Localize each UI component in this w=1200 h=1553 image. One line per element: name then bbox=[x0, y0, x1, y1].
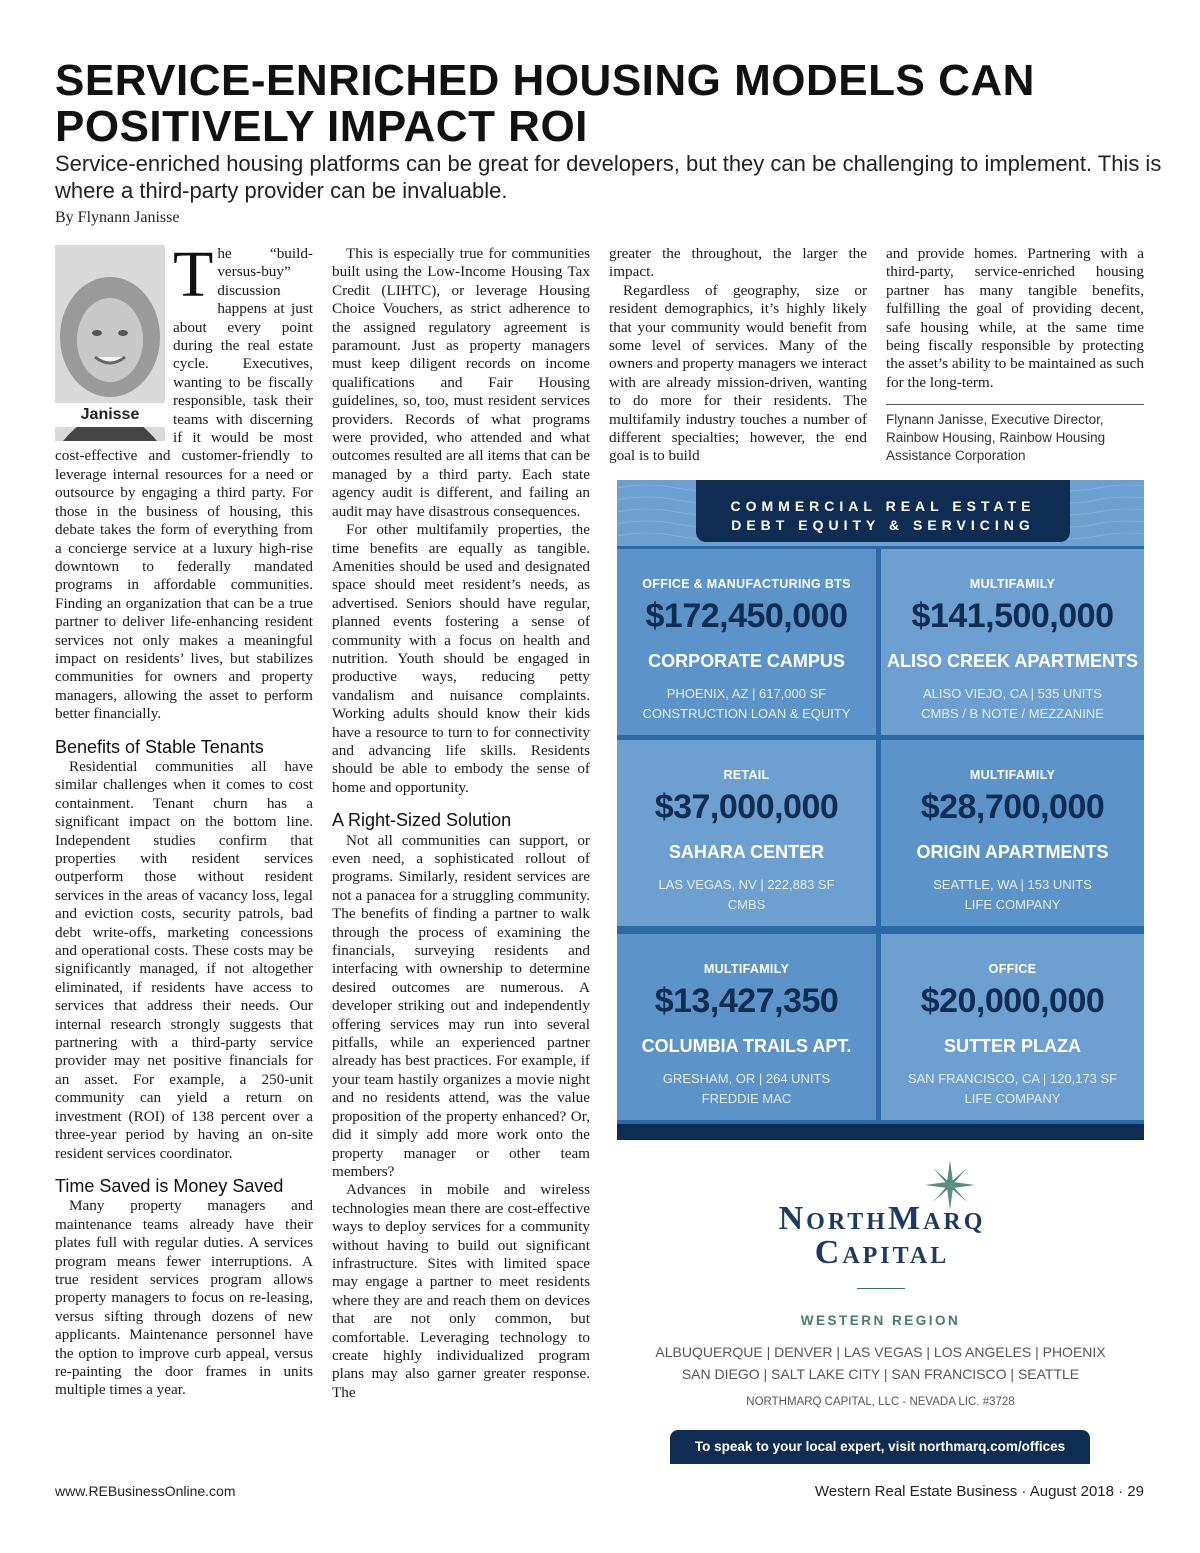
logo-capital: Capital bbox=[814, 1234, 950, 1271]
drop-cap: T bbox=[173, 238, 214, 311]
deal-amount: $28,700,000 bbox=[920, 788, 1105, 826]
deal-location: LAS VEGAS, NV | 222,883 SF bbox=[658, 877, 835, 892]
ad-header-pattern bbox=[617, 480, 1144, 546]
deal-location: SEATTLE, WA | 153 UNITS bbox=[933, 877, 1092, 892]
deal-location: ALISO VIEJO, CA | 535 UNITS bbox=[923, 686, 1102, 701]
deal-amount: $20,000,000 bbox=[920, 982, 1105, 1020]
paragraph: Not all communities can support, or even need, a sophisticated rollout of programs. Similarly, resident services are not a panacea for a struggling community. The benefits of finding a partner to walk through the process of examining the financials, surveying residents and interfacing with ownership to determine desired outcomes are numerous. A developer striking out and independently offering services may run into several pitfalls, while an experienced partner already has best practices. For example, if your team hastily organizes a movie night and no residents attend, was the value proposition of the property enhanced? Or, did it simply add more work onto the property manager or other team members? bbox=[332, 831, 590, 1180]
deal-name: ALISO CREEK APARTMENTS bbox=[886, 651, 1138, 671]
subheading-benefits: Benefits of Stable Tenants bbox=[55, 736, 264, 757]
article-column-2 bbox=[332, 245, 590, 1402]
paragraph: For other multifamily properties, the time benefits are equally as tangible. Amenities should be used and designated space should meet resident’s needs, as advertised. Seniors should have regular, planned events fostering a sense of community with a focus on health and nutrition. Youth should be engaged in productive ways, reducing petty vandalism and nuisance complaints. Working adults should know their kids have a resource to turn to for connectivity and advancing life skills. Residents should be able to embody the sense of home and opportunity. bbox=[332, 521, 590, 796]
deal-card bbox=[881, 934, 1144, 1120]
logo-divider bbox=[857, 1288, 905, 1289]
deal-category: RETAIL bbox=[723, 768, 770, 782]
ad-bottom-bar bbox=[617, 1124, 1144, 1140]
deal-detail: LIFE COMPANY bbox=[964, 897, 1061, 912]
deal-location: GRESHAM, OR | 264 UNITS bbox=[662, 1071, 831, 1086]
region-label: WESTERN REGION bbox=[800, 1313, 961, 1328]
deal-category: OFFICE bbox=[988, 962, 1037, 976]
deal-name: ORIGIN APARTMENTS bbox=[916, 842, 1109, 862]
paragraph: and provide homes. Partnering with a third-party, service-enriched housing partner has many tangible benefits, fulfilling the goal of providing decent, safe housing while, at the same time being fiscally responsible by protecting the asset’s ability to be maintained as such for the long-term. bbox=[886, 245, 1144, 391]
article-column-1 bbox=[55, 238, 313, 1400]
paragraph: he “build-versus-buy” discussion happens at just about every point during the real estate cycle. Executives, wanting to be fiscally responsible, task their teams with discerning if it would be most cost-effective and customer-friendly to leverage internal resources for a need or outsource by engaging a third party. For those in the business of housing, this debate takes the form of everything from a concierge service at a luxury high-rise downtown to federally mandated programs in affordable communities. Finding an organization that can be a true partner to deliver life-enhancing resident services not only makes a meaningful impact on residents’ lives, but stabilizes communities for owners and property managers, allowing the asset to perform better financially. bbox=[55, 245, 313, 723]
contact-cta-link[interactable]: To speak to your local expert, visit northmarq.com/offices bbox=[670, 1430, 1090, 1464]
deal-name: COLUMBIA TRAILS APT. bbox=[641, 1036, 852, 1056]
deal-card bbox=[617, 549, 876, 735]
paragraph: This is especially true for communities built using the Low-Income Housing Tax Credit (LIHTC), or leverage Housing Choice Vouchers, as strict adherence to the assigned regulatory agreement is paramount. Just as property managers must keep diligent records on income qualifications and Fair Housing guidelines, so, too, must resident services providers. Records of what programs were provided, who attended and what outcomes resulted are all items that can be managed by a third party. Each state agency audit is different, and failing an audit may have disastrous consequences. bbox=[332, 245, 590, 520]
deal-category: MULTIFAMILY bbox=[969, 768, 1056, 782]
deal-category: OFFICE & MANUFACTURING BTS bbox=[642, 577, 851, 591]
deal-amount: $141,500,000 bbox=[911, 597, 1114, 635]
ad-banner bbox=[696, 480, 1070, 542]
deal-detail: LIFE COMPANY bbox=[964, 1091, 1061, 1106]
subheading-solution: A Right-Sized Solution bbox=[332, 810, 512, 831]
deal-category: MULTIFAMILY bbox=[969, 577, 1056, 591]
deal-detail: CONSTRUCTION LOAN & EQUITY bbox=[642, 706, 851, 721]
paragraph: Many property managers and maintenance teams already have their plates full with regular duties. A services program means fewer interruptions. A true resident services program allows property managers to focus on re-leasing, versus sifting through dozens of new applicants. Maintenance personnel have the option to improve curb appeal, versus re-painting the door frames in units multiple times a year. bbox=[55, 1197, 313, 1399]
paragraph: greater the throughout, the larger the impact. bbox=[609, 245, 867, 281]
deal-card bbox=[617, 740, 876, 926]
northmarq-advertisement[interactable] bbox=[617, 480, 1144, 1140]
article-deck: Service-enriched housing platforms can be great for developers, but they can be challenging to implement. This is where a third-party provider can be invaluable. bbox=[55, 151, 1162, 203]
paragraph: Advances in mobile and wireless technologies mean there are cost-effective ways to deploy services for a community without having to build out significant infrastructure. Sites with limited space may engage a partner to meet residents where they are and reach them on devices that are not only common, but comfortable. Leveraging technology to create highly individualized program plans may also garner greater response. The bbox=[332, 1181, 590, 1401]
deal-location: PHOENIX, AZ | 617,000 SF bbox=[666, 686, 827, 701]
article-column-3 bbox=[609, 245, 867, 466]
deal-name: SAHARA CENTER bbox=[668, 842, 825, 862]
deal-card bbox=[881, 549, 1144, 735]
deal-category: MULTIFAMILY bbox=[703, 962, 790, 976]
footer-publication-info: Western Real Estate Business · August 2018 · 29 bbox=[814, 1483, 1144, 1500]
author-bio: Flynann Janisse, Executive Director, Rainbow Housing, Rainbow Housing Assistance Corporation bbox=[886, 404, 1144, 465]
deal-amount: $172,450,000 bbox=[645, 597, 848, 635]
article-title: SERVICE-ENRICHED HOUSING MODELS CAN POSITIVELY IMPACT ROI bbox=[55, 56, 1035, 151]
deal-amount: $37,000,000 bbox=[654, 788, 839, 826]
paragraph: Regardless of geography, size or resident demographics, it’s highly likely that your community would benefit from some level of services. Many of the owners and property managers we interact with are already mission-driven, wanting to do more for their residents. The multifamily industry touches a number of different specialties; however, the end goal is to build bbox=[609, 281, 867, 465]
deal-card bbox=[617, 934, 876, 1120]
office-cities-line-2: SAN DIEGO | SALT LAKE CITY | SAN FRANCISCO | SEATTLE bbox=[681, 1366, 1080, 1382]
deal-detail: CMBS / B NOTE / MEZZANINE bbox=[921, 706, 1104, 721]
author-photo bbox=[55, 245, 165, 441]
byline: By Flynann Janisse bbox=[55, 209, 180, 226]
deal-amount: $13,427,350 bbox=[654, 982, 839, 1020]
photo-caption: Janisse bbox=[55, 403, 165, 427]
office-cities-line-1: ALBUQUERQUE | DENVER | LAS VEGAS | LOS ANGELES | PHOENIX bbox=[655, 1344, 1106, 1360]
deal-card bbox=[881, 740, 1144, 926]
deal-detail: CMBS bbox=[727, 897, 766, 912]
banner-line-2: DEBT EQUITY & SERVICING bbox=[731, 517, 1035, 533]
deal-detail: FREDDIE MAC bbox=[701, 1091, 792, 1106]
deal-location: SAN FRANCISCO, CA | 120,173 SF bbox=[907, 1071, 1118, 1086]
footer-website-link[interactable]: www.REBusinessOnline.com bbox=[55, 1483, 236, 1499]
deal-name: SUTTER PLAZA bbox=[944, 1036, 1081, 1056]
deal-name: CORPORATE CAMPUS bbox=[648, 651, 845, 671]
subheading-time-saved: Time Saved is Money Saved bbox=[55, 1175, 284, 1196]
banner-line-1: COMMERCIAL REAL ESTATE bbox=[730, 498, 1036, 514]
paragraph: Residential communities all have similar challenges when it comes to cost containment. Tenant churn has a significant impact on the bottom line. Independent studies confirm that properties with resident services outperform those without resident services in the areas of vacancy loss, legal and eviction costs, security patrols, bad debt write-offs, marketing concessions and operational costs. These costs may be significantly managed, if not altogether eliminated, if residents have access to services that address their needs. Our internal research strongly suggests that partnering with a third-party service provider may net positive financials for an asset. For example, a 250-unit community can yield a return on investment (ROI) of 138 percent over a three-year period by having an on-site resident services coordinator. bbox=[55, 757, 313, 1162]
article-column-4 bbox=[886, 245, 1144, 465]
license-text: NORTHMARQ CAPITAL, LLC - NEVADA LIC. #3728 bbox=[746, 1396, 1015, 1408]
logo-northmarq: NorthMarq bbox=[778, 1200, 986, 1237]
